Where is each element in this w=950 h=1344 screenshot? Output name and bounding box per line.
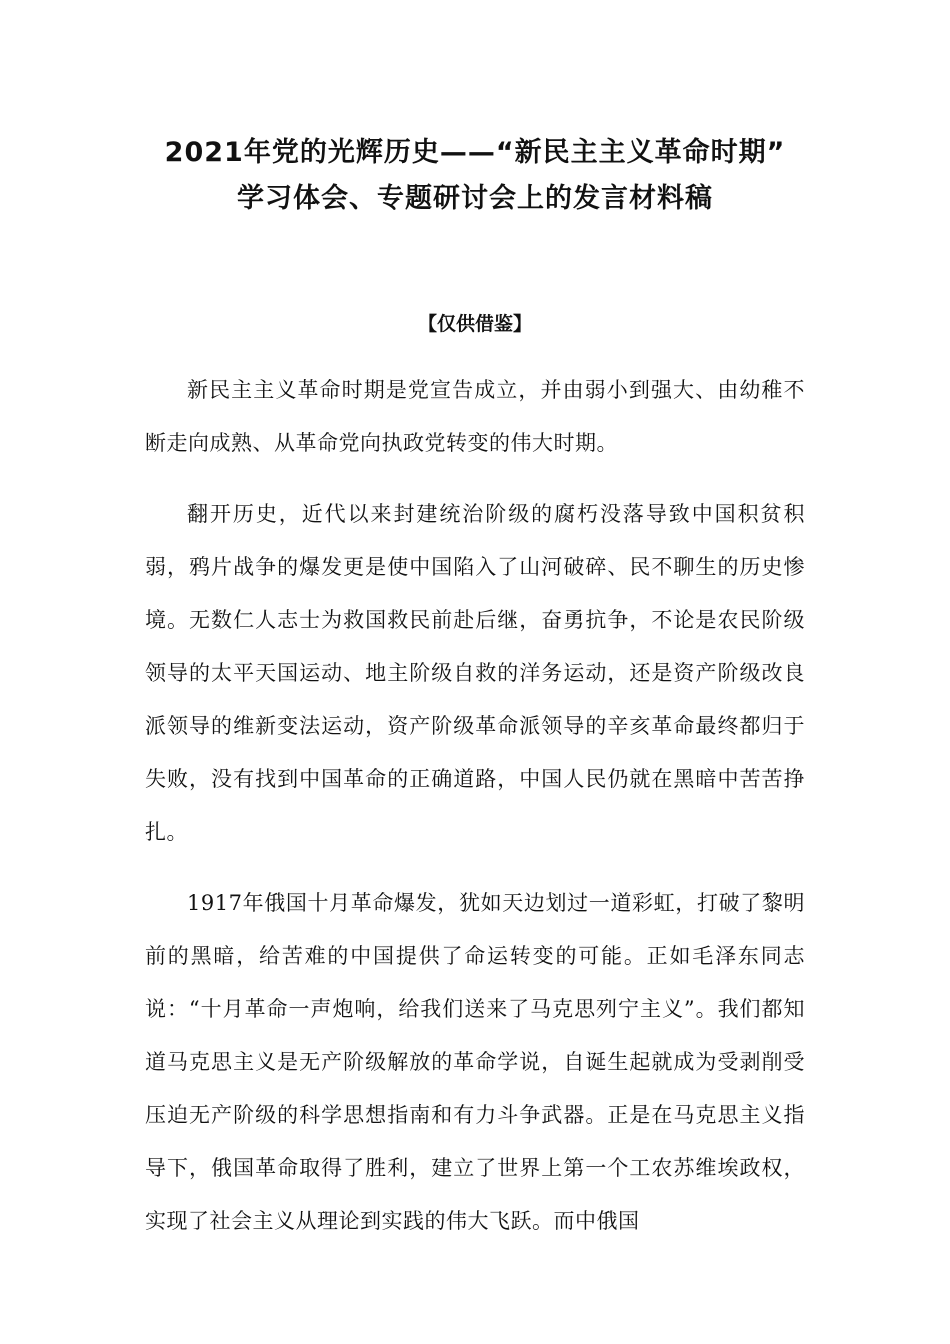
paragraph-3: 1917年俄国十月革命爆发，犹如天边划过一道彩虹，打破了黎明前的黑暗，给苦难的中国提供了命运转变的可能。正如毛泽东同志说：“十月革命一声炮响，给我们送来了马克思列宁主义”。我们都知道马克思主义是无产阶级解放的革命学说，自诞生起就成为受剥削受压迫无产阶级的科学思想指南和有力斗争武器。正是在马克思主义指导下，俄国革命取得了胜利，建立了世界上第一个工农苏维埃政权，实现了社会主义从理论到实践的伟大飞跃。而中俄国 [145, 891, 805, 1233]
paragraph-1: 新民主主义革命时期是党宣告成立，并由弱小到强大、由幼稚不断走向成熟、从革命党向执政党转变的伟大时期。 [145, 378, 805, 455]
title-line-1: 2021年党的光辉历史——“新民主主义革命时期” [164, 137, 786, 168]
document-body [145, 364, 805, 1248]
paragraph-2: 翻开历史，近代以来封建统治阶级的腐朽没落导致中国积贫积弱，鸦片战争的爆发更是使中国陷入了山河破碎、民不聊生的历史惨境。无数仁人志士为救国救民前赴后继，奋勇抗争，不论是农民阶级领导的太平天国运动、地主阶级自救的洋务运动，还是资产阶级改良派领导的维新变法运动，资产阶级革命派领导的辛亥革命最终都归于失败，没有找到中国革命的正确道路，中国人民仍就在黑暗中苦苦挣扎。 [145, 502, 805, 844]
title-line-2: 学习体会、专题研讨会上的发言材料稿 [237, 183, 713, 214]
reference-note: 【仅供借鉴】 [417, 313, 532, 335]
document-title [100, 130, 850, 222]
